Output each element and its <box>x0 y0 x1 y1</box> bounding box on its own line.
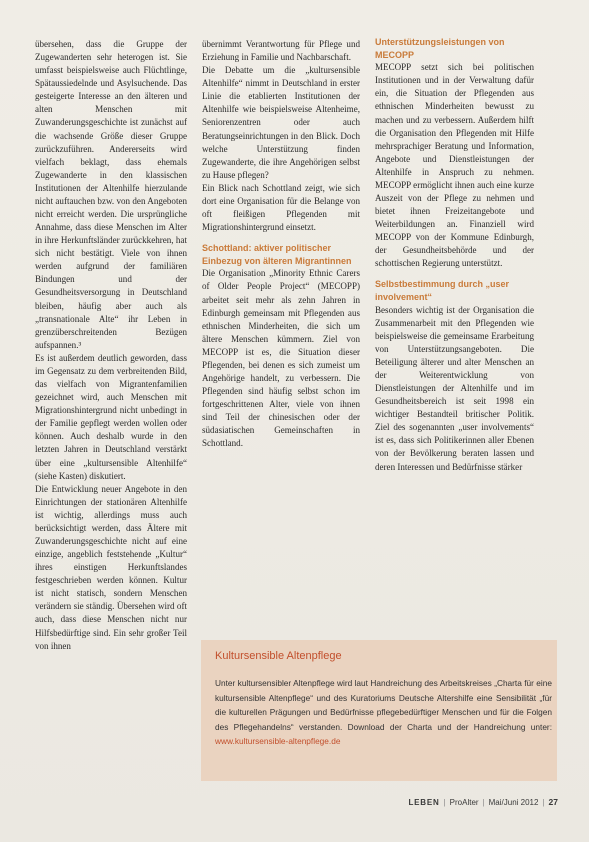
body-paragraph: Die Organisation „Minority Ethnic Carers of Older People Project“ (MECOPP) arbeitet seit mehr als zehn Jahren in Edinburgh gemeinsam mit Pflegenden aus ethnischen Minderheiten, die sich um ältere Menschen kümmern. Ziel von MECOPP ist es, die Situation dieser Pflegenden, bei denen es sich zumeist um Angehörige handelt, zu verbessern. Die Pflegenden sind häufig selbst schon im fortgeschrittenen Alter, viele von ihnen sind Teil der chinesischen oder der südasiatischen Gemeinschaften in Schottland. <box>202 268 360 449</box>
body-paragraph: MECOPP setzt sich bei politischen Institutionen und in der Verwaltung dafür ein, die Situation der Pflegenden aus ethnischen Minderheiten bewusst zu machen und zu verbessern. Außerdem hilft die Organisation den Pflegenden mit Hilfe mehrsprachiger Beratung und Information, Angebote und Dienstleistungen der Altenhilfe in Anspruch zu nehmen. MECOPP ermöglicht ihnen auch eine kurze Auszeit von der Pflege zu nehmen und bietet ihnen Freizeitangebote und Weiterbildungen an. Finanziell wird MECOPP von der Kommune Edinburgh, der Gesundheitsbehörde und der schottischen Regierung unterstützt. <box>375 62 534 269</box>
body-paragraph: Besonders wichtig ist der Organisation die Zusammenarbeit mit den Pflegenden wie beispielsweise die gemeinsame Erarbeitung von Unterstützungsangeboten. Die Beteiligung älterer und alter Menschen an der Weiterentwicklung von Dienstleistungen der Altenhilfe und im Gesundheitsbereich ist seit 1998 ein wichtiger Bestandteil britischer Politik. Ziel des sogenannten „user involvements“ ist es, dass sich Politikerinnen aller Ebenen von der Bevölkerung beraten lassen und deren Interessen und Bedürfnisse stärker <box>375 304 534 472</box>
body-paragraph: übersehen, dass die Gruppe der Zugewanderten sehr heterogen ist. Sie umfasst beispielsweise auch Flüchtlinge, Spätaussiedelnde und Asylsuchende. Das gesteigerte Interesse an den älteren und alten Menschen mit Zuwanderungsgeschichte ist zunächst auf die wachsende Größe dieser Gruppe zurückzuführen. Andererseits wird vielfach beklagt, dass ehemals Zugewanderte in den klassischen Institutionen der Altenhilfe hierzulande nicht auftauchen bzw. von den Angeboten nicht erreicht werden. Die ursprüngliche Annahme, dass diese Menschen im Alter in ihre Herkunftsländer zurückkehren, hat sich nicht bestätigt. Viele von ihnen werden aufgrund der familiären Bindungen und der Gesundheitsversorgung in Deutschland bleiben, häufig aber auch als „transnationale Alte“ ihr Leben in grenzüberschreitenden Bezügen aufspannen.³ <box>35 39 187 350</box>
info-box-title: Kultursensible Altenpflege <box>215 650 342 662</box>
text-column-left <box>35 38 187 653</box>
page-number: 27 <box>548 797 558 807</box>
text-column-middle <box>202 38 360 450</box>
info-box <box>201 640 557 781</box>
footer-separator: | <box>542 798 545 807</box>
info-box-text <box>215 676 552 749</box>
section-subheading: Schottland: aktiver politischer Einbezug von älteren Migrantinnen <box>202 243 352 266</box>
footer-separator: | <box>443 798 446 807</box>
page-footer <box>408 797 558 807</box>
section-subheading: Selbstbestimmung durch „user involvement“ <box>375 279 510 303</box>
charta-link[interactable]: www.kultursensible-altenpflege.de <box>215 736 341 747</box>
text-column-right <box>375 36 534 474</box>
body-paragraph: Die Entwicklung neuer Angebote in den Einrichtungen der stationären Altenhilfe ist wichtig, allerdings muss auch berücksichtigt werden, dass Ältere mit Zuwanderungsgeschichte nicht auf eine einzige, angeblich feststehende „Kultur“ ihres einstigen Herkunftslandes festgeschrieben werden können. Kultur ist nicht statisch, sondern Menschen verändern sie ständig. Übersehen wird oft auch, dass diese Menschen nicht nur Hilfsbedürftige sind. Ein sehr großer Teil von ihnen <box>35 483 187 651</box>
body-paragraph: übernimmt Verantwortung für Pflege und Erziehung in Familie und Nachbarschaft. <box>202 39 360 63</box>
body-paragraph: Es ist außerdem deutlich geworden, dass im Gegensatz zu dem verbreitenden Bild, das vielfach von Migrantenfamilien gezeichnet wird, auch Menschen mit Migrationshintergrund nicht unbedingt in der Familie gepflegt werden wollen oder können. Auch deshalb wurde in den letzten Jahren in Deutschland verstärkt über eine „kultursensible Altenhilfe“ (siehe Kasten) diskutiert. <box>35 352 187 481</box>
issue-date: Mai/Juni 2012 <box>488 798 539 807</box>
footer-separator: | <box>482 798 485 807</box>
section-subheading: Unterstützungsleistungen von MECOPP <box>375 37 505 60</box>
section-name: ProAlter <box>449 798 479 807</box>
magazine-name: LEBEN <box>408 798 440 807</box>
info-box-body: Unter kultursensibler Altenpflege wird laut Handreichung des Arbeitskreises „Charta für eine kultursensible Altenpflege“ und des Kuratoriums Deutsche Altershilfe eine Sensibilität „für die kulturellen Prägungen und Bedürfnisse pflegebedürftiger Menschen und für die Folgen des Pflegehandelns“ verstanden. Download der Charta und der Handreichung unter: <box>215 678 552 732</box>
body-paragraph: Die Debatte um die „kultursensible Altenhilfe“ nimmt in Deutschland in erster Linie die etablierten Institutionen der Altenhilfe wie beispielsweise Altenheime, Seniorenzentren oder auch Beratungseinrichtungen in den Blick. Doch welche Unterstützung finden Zugewanderte, die ihre Angehörigen selbst zu Hause pflegen? <box>202 65 360 180</box>
body-paragraph: Ein Blick nach Schottland zeigt, wie sich dort eine Organisation für die Belange von oft fleißigen Pflegenden mit Migrationshintergrund einsetzt. <box>202 182 360 233</box>
